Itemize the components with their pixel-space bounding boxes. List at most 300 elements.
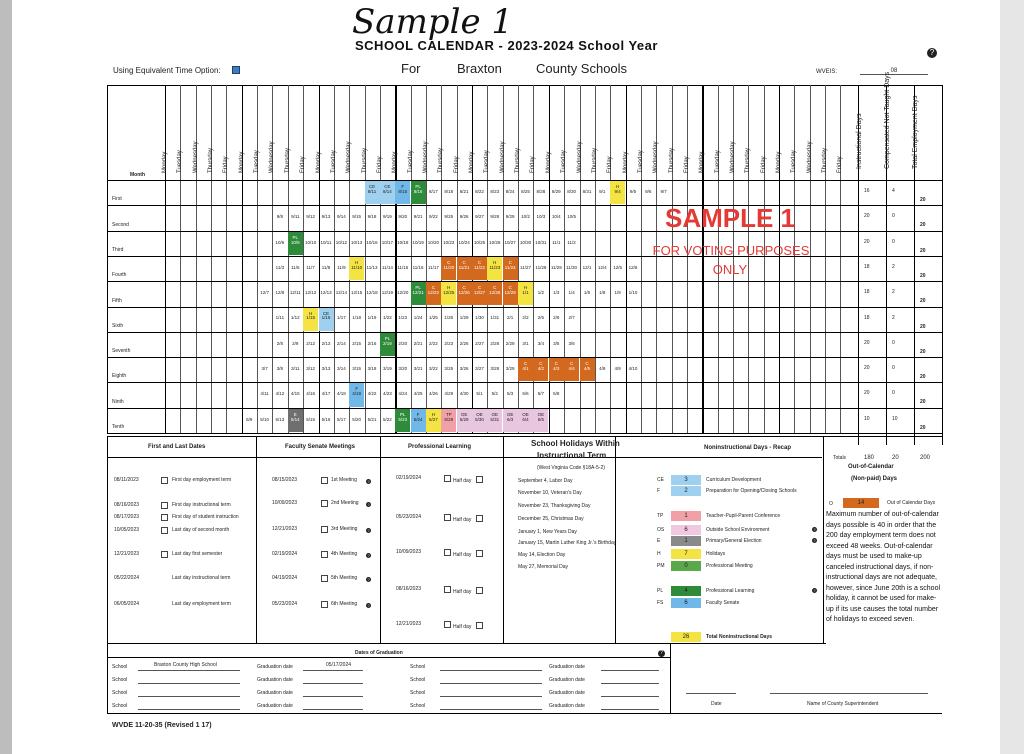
graduation-date-field[interactable]	[303, 696, 363, 697]
day-cell-text: 10/16	[366, 239, 378, 245]
half-day-checkbox[interactable]	[476, 622, 483, 629]
calendar-day-cell[interactable]	[426, 232, 441, 255]
calendar-day-cell[interactable]	[580, 358, 595, 381]
calendar-day-cell[interactable]	[272, 206, 287, 229]
calendar-day-cell[interactable]	[487, 409, 502, 432]
calendar-day-cell[interactable]	[272, 383, 287, 406]
graduation-date-field[interactable]	[303, 670, 363, 671]
calendar-day-cell[interactable]	[303, 232, 318, 255]
calendar-day-cell[interactable]	[426, 181, 441, 204]
calendar-day-cell[interactable]	[365, 181, 380, 204]
calendar-day-cell[interactable]	[457, 282, 472, 305]
calendar-day-cell[interactable]	[518, 257, 533, 280]
calendar-day-cell[interactable]	[288, 333, 303, 356]
calendar-day-cell[interactable]	[349, 333, 364, 356]
calendar-day-cell[interactable]	[411, 383, 426, 406]
calendar-day-cell[interactable]	[457, 308, 472, 331]
calendar-day-cell[interactable]	[472, 308, 487, 331]
month-row-name: Fifth	[112, 297, 122, 304]
first-last-checkbox[interactable]	[161, 502, 168, 509]
calendar-day-cell[interactable]	[365, 257, 380, 280]
calendar-day-cell[interactable]	[549, 181, 564, 204]
calendar-day-cell[interactable]	[503, 333, 518, 356]
calendar-day-cell[interactable]	[411, 358, 426, 381]
calendar-day-cell[interactable]	[656, 181, 671, 204]
calendar-day-cell[interactable]	[365, 282, 380, 305]
calendar-day-cell[interactable]	[503, 358, 518, 381]
graduation-school-field[interactable]	[440, 683, 542, 684]
calendar-day-cell[interactable]	[518, 333, 533, 356]
calendar-day-cell[interactable]	[319, 257, 334, 280]
faculty-meeting-checkbox[interactable]	[321, 477, 328, 484]
calendar-day-cell[interactable]	[503, 409, 518, 432]
holidays-header-line2: Instructional Term	[537, 451, 607, 460]
professional-learning-checkbox[interactable]	[444, 475, 451, 482]
calendar-day-cell[interactable]	[411, 206, 426, 229]
calendar-day-cell[interactable]	[472, 409, 487, 432]
graduation-date-field[interactable]	[303, 683, 363, 684]
calendar-day-cell[interactable]	[441, 181, 456, 204]
calendar-day-cell[interactable]	[472, 232, 487, 255]
graduation-school-field[interactable]	[138, 670, 240, 671]
calendar-day-cell[interactable]	[549, 383, 564, 406]
info-icon[interactable]: ?	[813, 538, 816, 543]
calendar-day-cell[interactable]	[580, 282, 595, 305]
faculty-meeting-checkbox[interactable]	[321, 575, 328, 582]
calendar-day-cell[interactable]	[426, 282, 441, 305]
calendar-day-cell[interactable]	[518, 282, 533, 305]
calendar-day-cell[interactable]	[380, 333, 395, 356]
calendar-day-cell[interactable]	[533, 333, 548, 356]
faculty-meeting-checkbox[interactable]	[321, 551, 328, 558]
calendar-day-cell[interactable]	[533, 181, 548, 204]
month-column-header: Month	[130, 172, 145, 178]
calendar-day-cell[interactable]	[533, 383, 548, 406]
calendar-day-cell[interactable]	[395, 409, 410, 432]
calendar-day-cell[interactable]	[319, 358, 334, 381]
calendar-day-cell[interactable]	[487, 206, 502, 229]
calendar-day-cell[interactable]	[288, 409, 303, 432]
calendar-day-cell[interactable]	[365, 358, 380, 381]
first-last-checkbox[interactable]	[161, 514, 168, 521]
calendar-day-cell[interactable]	[334, 232, 349, 255]
calendar-day-cell[interactable]	[288, 257, 303, 280]
half-day-checkbox[interactable]	[476, 550, 483, 557]
day-cell-text: 3/11	[291, 366, 300, 372]
graduation-school-field[interactable]	[138, 709, 240, 710]
day-cell-text: 9/12	[306, 214, 315, 220]
calendar-day-cell[interactable]	[472, 333, 487, 356]
calendar-day-cell[interactable]	[349, 232, 364, 255]
calendar-day-cell[interactable]	[610, 181, 625, 204]
help-icon[interactable]: ?	[927, 48, 937, 58]
calendar-day-cell[interactable]	[257, 282, 272, 305]
calendar-day-cell[interactable]	[503, 308, 518, 331]
calendar-day-cell[interactable]	[503, 282, 518, 305]
calendar-day-cell[interactable]	[472, 383, 487, 406]
calendar-day-cell[interactable]	[610, 257, 625, 280]
calendar-day-cell[interactable]	[334, 308, 349, 331]
calendar-day-cell[interactable]	[533, 282, 548, 305]
calendar-day-cell[interactable]	[487, 181, 502, 204]
calendar-day-cell[interactable]	[487, 282, 502, 305]
calendar-day-cell[interactable]	[549, 308, 564, 331]
calendar-day-cell[interactable]	[610, 358, 625, 381]
calendar-day-cell[interactable]	[349, 282, 364, 305]
half-day-checkbox[interactable]	[476, 476, 483, 483]
half-day-checkbox[interactable]	[476, 515, 483, 522]
calendar-day-cell[interactable]	[441, 206, 456, 229]
calendar-day-cell[interactable]	[626, 282, 641, 305]
day-name-label: Friday	[837, 156, 844, 173]
calendar-day-cell[interactable]	[380, 409, 395, 432]
graduation-school-field[interactable]	[138, 696, 240, 697]
calendar-day-cell[interactable]	[319, 409, 334, 432]
calendar-day-cell[interactable]	[395, 257, 410, 280]
calendar-day-cell[interactable]	[334, 383, 349, 406]
day-name-label: Thursday	[208, 147, 215, 173]
month-total-value: 18	[864, 289, 870, 296]
calendar-day-cell[interactable]	[380, 232, 395, 255]
calendar-day-cell[interactable]	[303, 358, 318, 381]
calendar-day-cell[interactable]	[457, 333, 472, 356]
day-cell-text: 8/25	[521, 188, 530, 194]
calendar-day-cell[interactable]	[303, 333, 318, 356]
calendar-day-cell[interactable]	[564, 232, 579, 255]
calendar-day-cell[interactable]	[395, 308, 410, 331]
calendar-day-cell[interactable]	[349, 257, 364, 280]
calendar-day-cell[interactable]	[395, 358, 410, 381]
wveis-field[interactable]: 08	[860, 68, 928, 75]
calendar-day-cell[interactable]	[334, 282, 349, 305]
calendar-day-cell[interactable]	[257, 383, 272, 406]
county-suffix: County Schools	[536, 61, 628, 76]
calendar-day-cell[interactable]	[426, 383, 441, 406]
calendar-day-cell[interactable]	[395, 232, 410, 255]
calendar-day-cell[interactable]	[303, 282, 318, 305]
calendar-day-cell[interactable]	[503, 383, 518, 406]
calendar-day-cell[interactable]	[303, 383, 318, 406]
day-name-label: Monday	[699, 151, 706, 173]
calendar-day-cell[interactable]	[441, 308, 456, 331]
signature-date-field[interactable]	[686, 693, 736, 694]
calendar-day-cell[interactable]	[349, 358, 364, 381]
day-cell-text: F 4/19	[352, 386, 362, 397]
calendar-day-cell[interactable]	[395, 181, 410, 204]
calendar-day-cell[interactable]	[303, 257, 318, 280]
calendar-day-cell[interactable]	[533, 232, 548, 255]
calendar-day-cell[interactable]	[533, 358, 548, 381]
calendar-day-cell[interactable]	[487, 232, 502, 255]
calendar-day-cell[interactable]	[595, 181, 610, 204]
calendar-day-cell[interactable]	[457, 181, 472, 204]
day-cell-text: E 5/14	[290, 411, 300, 422]
calendar-day-cell[interactable]	[365, 308, 380, 331]
grand-total-value: 200	[920, 455, 931, 461]
calendar-day-cell[interactable]	[564, 206, 579, 229]
voting-purposes-stamp: FOR VOTING PURPOSES	[652, 243, 810, 258]
calendar-day-cell[interactable]	[349, 308, 364, 331]
calendar-day-cell[interactable]	[411, 257, 426, 280]
calendar-day-cell[interactable]	[595, 358, 610, 381]
calendar-day-cell[interactable]	[503, 206, 518, 229]
calendar-day-cell[interactable]	[641, 181, 656, 204]
calendar-day-cell[interactable]	[518, 358, 533, 381]
graduation-school-field[interactable]	[440, 670, 542, 671]
calendar-day-cell[interactable]	[411, 333, 426, 356]
calendar-day-cell[interactable]	[549, 282, 564, 305]
calendar-day-cell[interactable]	[549, 232, 564, 255]
calendar-day-cell[interactable]	[365, 206, 380, 229]
calendar-day-cell[interactable]	[457, 206, 472, 229]
holiday-item: January 1, New Years Day	[518, 529, 577, 535]
calendar-day-cell[interactable]	[411, 232, 426, 255]
calendar-day-cell[interactable]	[595, 257, 610, 280]
calendar-day-cell[interactable]	[411, 308, 426, 331]
calendar-day-cell[interactable]	[272, 282, 287, 305]
calendar-day-cell[interactable]	[564, 282, 579, 305]
professional-learning-checkbox[interactable]	[444, 621, 451, 628]
calendar-day-cell[interactable]	[564, 358, 579, 381]
calendar-day-cell[interactable]	[288, 308, 303, 331]
graduation-date-field[interactable]	[601, 670, 659, 671]
calendar-day-cell[interactable]	[564, 333, 579, 356]
day-cell-text: 1/29	[459, 315, 469, 321]
calendar-day-cell[interactable]	[303, 409, 318, 432]
calendar-day-cell[interactable]	[518, 383, 533, 406]
half-day-checkbox[interactable]	[476, 587, 483, 594]
calendar-day-cell[interactable]	[380, 282, 395, 305]
calendar-day-cell[interactable]	[319, 383, 334, 406]
calendar-day-cell[interactable]	[564, 181, 579, 204]
calendar-day-cell[interactable]	[472, 282, 487, 305]
calendar-day-cell[interactable]	[610, 282, 625, 305]
calendar-day-cell[interactable]	[272, 232, 287, 255]
calendar-day-cell[interactable]	[334, 257, 349, 280]
calendar-day-cell[interactable]	[395, 383, 410, 406]
info-icon[interactable]: ?	[367, 603, 370, 608]
day-cell-text: C 4/4	[568, 361, 575, 372]
calendar-day-cell[interactable]	[595, 282, 610, 305]
graduation-school-field[interactable]	[440, 709, 542, 710]
calendar-day-cell[interactable]	[472, 206, 487, 229]
calendar-day-cell[interactable]	[580, 257, 595, 280]
calendar-day-cell[interactable]	[288, 383, 303, 406]
calendar-day-cell[interactable]	[365, 232, 380, 255]
calendar-day-cell[interactable]	[365, 333, 380, 356]
calendar-day-cell[interactable]	[549, 206, 564, 229]
graduation-date-field[interactable]	[601, 696, 659, 697]
equivalent-time-checkbox[interactable]	[232, 66, 240, 74]
info-icon[interactable]: ?	[367, 553, 370, 558]
calendar-day-cell[interactable]	[365, 409, 380, 432]
calendar-day-cell[interactable]	[441, 409, 456, 432]
calendar-day-cell[interactable]	[257, 409, 272, 432]
recap-header: Noninstructional Days - Recap	[704, 445, 792, 451]
day-cell-text: 4/12	[275, 391, 285, 397]
day-cell-text: OE 5/30	[475, 411, 484, 422]
calendar-day-cell[interactable]	[549, 333, 564, 356]
info-icon[interactable]: ?	[367, 479, 370, 484]
calendar-day-cell[interactable]	[242, 409, 257, 432]
calendar-day-cell[interactable]	[319, 232, 334, 255]
calendar-day-cell[interactable]	[334, 409, 349, 432]
calendar-day-cell[interactable]	[580, 181, 595, 204]
calendar-day-cell[interactable]	[457, 358, 472, 381]
calendar-day-cell[interactable]	[533, 206, 548, 229]
calendar-day-cell[interactable]	[533, 257, 548, 280]
calendar-day-cell[interactable]	[487, 257, 502, 280]
calendar-day-cell[interactable]	[626, 181, 641, 204]
calendar-day-cell[interactable]	[426, 308, 441, 331]
day-cell-text: C 11/21	[458, 259, 470, 270]
day-cell-text: 4/11	[260, 391, 269, 397]
faculty-meeting-checkbox[interactable]	[321, 526, 328, 533]
calendar-day-cell[interactable]	[334, 206, 349, 229]
calendar-day-cell[interactable]	[395, 206, 410, 229]
graduation-date-field[interactable]	[601, 683, 659, 684]
faculty-meeting-checkbox[interactable]	[321, 601, 328, 608]
calendar-day-cell[interactable]	[503, 181, 518, 204]
calendar-day-cell[interactable]	[380, 308, 395, 331]
calendar-day-cell[interactable]	[411, 282, 426, 305]
info-icon[interactable]: ?	[813, 588, 816, 593]
calendar-day-cell[interactable]	[272, 409, 287, 432]
calendar-day-cell[interactable]	[319, 282, 334, 305]
calendar-day-cell[interactable]	[303, 206, 318, 229]
calendar-day-cell[interactable]	[349, 409, 364, 432]
calendar-day-cell[interactable]	[319, 333, 334, 356]
calendar-day-cell[interactable]	[288, 358, 303, 381]
graduation-school-label: School	[410, 690, 426, 696]
professional-learning-checkbox[interactable]	[444, 514, 451, 521]
professional-learning-checkbox[interactable]	[444, 586, 451, 593]
calendar-day-cell[interactable]	[518, 232, 533, 255]
professional-learning-checkbox[interactable]	[444, 549, 451, 556]
calendar-day-cell[interactable]	[319, 308, 334, 331]
info-icon[interactable]: ?	[367, 528, 370, 533]
calendar-day-cell[interactable]	[441, 232, 456, 255]
calendar-day-cell[interactable]	[441, 358, 456, 381]
calendar-day-cell[interactable]	[257, 358, 272, 381]
calendar-day-cell[interactable]	[441, 257, 456, 280]
graduation-date-label: Graduation date	[257, 703, 293, 709]
info-icon[interactable]: ?	[813, 527, 816, 532]
calendar-day-cell[interactable]	[334, 358, 349, 381]
bottom-section-divider	[380, 436, 381, 643]
calendar-day-cell[interactable]	[441, 383, 456, 406]
calendar-day-cell[interactable]	[380, 181, 395, 204]
day-name-label: Tuesday	[637, 150, 644, 173]
calendar-day-cell[interactable]	[272, 358, 287, 381]
day-cell-text: 4/10	[628, 366, 638, 372]
calendar-day-cell[interactable]	[426, 358, 441, 381]
recap-label: Curriculum Development	[706, 477, 762, 483]
day-cell-text: 5/10	[260, 416, 269, 422]
calendar-day-cell[interactable]	[349, 383, 364, 406]
info-icon[interactable]: ?	[367, 577, 370, 582]
calendar-day-cell[interactable]	[472, 257, 487, 280]
calendar-day-cell[interactable]	[518, 206, 533, 229]
calendar-day-cell[interactable]	[395, 282, 410, 305]
calendar-day-cell[interactable]	[395, 333, 410, 356]
calendar-day-cell[interactable]	[288, 232, 303, 255]
calendar-day-cell[interactable]	[626, 257, 641, 280]
calendar-day-cell[interactable]	[472, 181, 487, 204]
calendar-day-cell[interactable]	[426, 333, 441, 356]
calendar-day-cell[interactable]	[487, 333, 502, 356]
calendar-day-cell[interactable]	[426, 409, 441, 432]
calendar-day-cell[interactable]	[549, 358, 564, 381]
calendar-day-cell[interactable]	[472, 358, 487, 381]
calendar-day-cell[interactable]	[487, 308, 502, 331]
calendar-day-cell[interactable]	[457, 257, 472, 280]
calendar-day-cell[interactable]	[533, 308, 548, 331]
calendar-day-cell[interactable]	[272, 257, 287, 280]
first-last-checkbox[interactable]	[161, 527, 168, 534]
calendar-day-cell[interactable]	[518, 181, 533, 204]
calendar-day-cell[interactable]	[426, 206, 441, 229]
calendar-day-cell[interactable]	[272, 333, 287, 356]
calendar-day-cell[interactable]	[457, 383, 472, 406]
calendar-day-cell[interactable]	[334, 333, 349, 356]
first-last-checkbox[interactable]	[161, 551, 168, 558]
calendar-day-cell[interactable]	[533, 409, 548, 432]
calendar-day-cell[interactable]	[503, 257, 518, 280]
calendar-day-cell[interactable]	[564, 308, 579, 331]
calendar-day-cell[interactable]	[487, 358, 502, 381]
calendar-day-cell[interactable]	[319, 206, 334, 229]
graduation-date-field[interactable]	[303, 709, 363, 710]
calendar-day-cell[interactable]	[503, 232, 518, 255]
calendar-day-cell[interactable]	[349, 206, 364, 229]
calendar-day-cell[interactable]	[380, 358, 395, 381]
graduation-date-field[interactable]	[601, 709, 659, 710]
faculty-meeting-checkbox[interactable]	[321, 500, 328, 507]
calendar-day-cell[interactable]	[549, 257, 564, 280]
calendar-day-cell[interactable]	[365, 383, 380, 406]
graduation-school-field[interactable]	[440, 696, 542, 697]
calendar-day-cell[interactable]	[457, 232, 472, 255]
calendar-day-cell[interactable]	[288, 282, 303, 305]
calendar-day-cell[interactable]	[272, 308, 287, 331]
calendar-day-cell[interactable]	[564, 257, 579, 280]
calendar-day-cell[interactable]	[288, 206, 303, 229]
calendar-day-cell[interactable]	[457, 409, 472, 432]
first-last-label: Last day instructional term	[172, 575, 231, 581]
help-icon[interactable]: ?	[658, 650, 665, 657]
calendar-day-cell[interactable]	[441, 333, 456, 356]
calendar-day-cell[interactable]	[411, 181, 426, 204]
calendar-day-cell[interactable]	[518, 409, 533, 432]
superintendent-name-field[interactable]	[770, 693, 928, 694]
calendar-day-cell[interactable]	[380, 383, 395, 406]
calendar-day-cell[interactable]	[626, 358, 641, 381]
calendar-day-cell[interactable]	[380, 206, 395, 229]
calendar-day-cell[interactable]	[426, 257, 441, 280]
graduation-school-field[interactable]	[138, 683, 240, 684]
day-name-label: Wednesday	[576, 141, 583, 173]
info-icon[interactable]: ?	[367, 502, 370, 507]
calendar-day-cell[interactable]	[303, 308, 318, 331]
calendar-day-cell[interactable]	[518, 308, 533, 331]
day-cell-text: 3/15	[352, 366, 362, 372]
calendar-day-cell[interactable]	[487, 383, 502, 406]
calendar-day-cell[interactable]	[441, 282, 456, 305]
first-last-checkbox[interactable]	[161, 477, 168, 484]
calendar-day-cell[interactable]	[380, 257, 395, 280]
calendar-day-cell[interactable]	[411, 409, 426, 432]
